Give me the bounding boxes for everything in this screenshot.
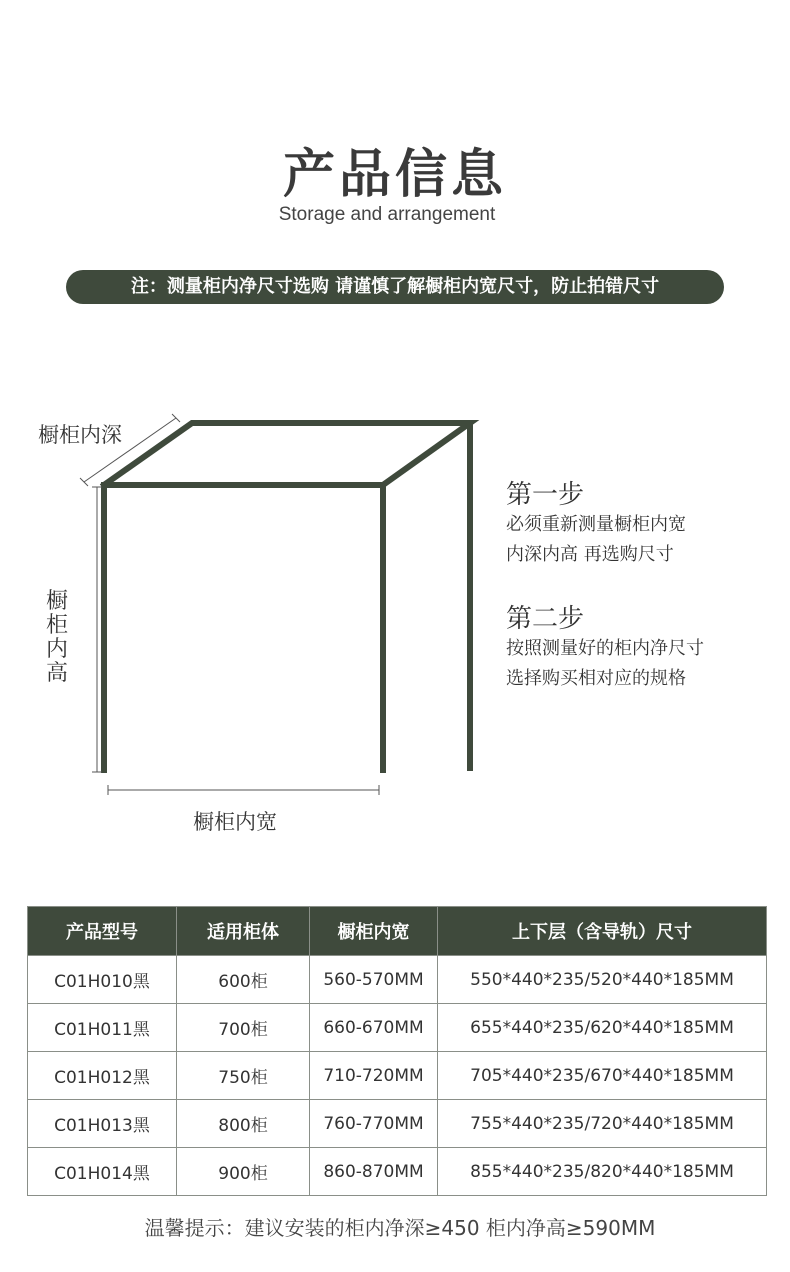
cell-dimensions: 655*440*235/620*440*185MM: [438, 1004, 767, 1052]
table-header-row: [28, 907, 767, 956]
header-model: 产品型号: [28, 907, 177, 956]
cell-cabinet: 750柜: [177, 1052, 310, 1100]
table-row: [28, 1052, 767, 1100]
table-row: [28, 1100, 767, 1148]
table-row: [28, 956, 767, 1004]
table-row: [28, 1004, 767, 1052]
footer-tip: 温馨提示：建议安装的柜内净深≥450 柜内净高≥590MM: [144, 1216, 656, 1240]
step-2-title: 第二步: [506, 604, 585, 634]
step-2-line-1: 按照测量好的柜内净尺寸: [506, 638, 704, 659]
width-label: 橱柜内宽: [193, 810, 277, 834]
page-title: 产品信息: [282, 145, 507, 205]
cell-model: C01H010黑: [28, 956, 177, 1004]
step-1-title: 第一步: [506, 480, 585, 510]
cell-model: C01H014黑: [28, 1148, 177, 1196]
cabinet-frame: [104, 423, 470, 770]
cell-cabinet: 800柜: [177, 1100, 310, 1148]
cell-model: C01H012黑: [28, 1052, 177, 1100]
step-1-line-2: 内深内高 再选购尺寸: [506, 544, 674, 565]
cell-dimensions: 705*440*235/670*440*185MM: [438, 1052, 767, 1100]
depth-label: 橱柜内深: [38, 423, 122, 447]
cell-inner-width: 710-720MM: [310, 1052, 438, 1100]
cell-cabinet: 600柜: [177, 956, 310, 1004]
frame-top-face: [104, 423, 470, 485]
header-dimensions: 上下层（含导轨）尺寸: [438, 907, 767, 956]
step-1-line-1: 必须重新测量橱柜内宽: [506, 514, 686, 535]
cell-cabinet: 900柜: [177, 1148, 310, 1196]
cell-model: C01H011黑: [28, 1004, 177, 1052]
cell-inner-width: 860-870MM: [310, 1148, 438, 1196]
cell-cabinet: 700柜: [177, 1004, 310, 1052]
table-row: [28, 1148, 767, 1196]
cell-dimensions: 755*440*235/720*440*185MM: [438, 1100, 767, 1148]
cabinet-frame-diagram: [0, 400, 520, 840]
cell-model: C01H013黑: [28, 1100, 177, 1148]
cell-inner-width: 660-670MM: [310, 1004, 438, 1052]
cell-inner-width: 560-570MM: [310, 956, 438, 1004]
notice-banner: 注：测量柜内净尺寸选购 请谨慎了解橱柜内宽尺寸，防止拍错尺寸: [66, 270, 724, 304]
header-inner-width: 橱柜内宽: [310, 907, 438, 956]
step-2-line-2: 选择购买相对应的规格: [506, 668, 686, 689]
cell-dimensions: 855*440*235/820*440*185MM: [438, 1148, 767, 1196]
height-label: 橱柜内高: [46, 589, 69, 686]
spec-table: [27, 906, 767, 1196]
page-subtitle: Storage and arrangement: [278, 204, 496, 225]
cell-dimensions: 550*440*235/520*440*185MM: [438, 956, 767, 1004]
cell-inner-width: 760-770MM: [310, 1100, 438, 1148]
header-cabinet: 适用柜体: [177, 907, 310, 956]
